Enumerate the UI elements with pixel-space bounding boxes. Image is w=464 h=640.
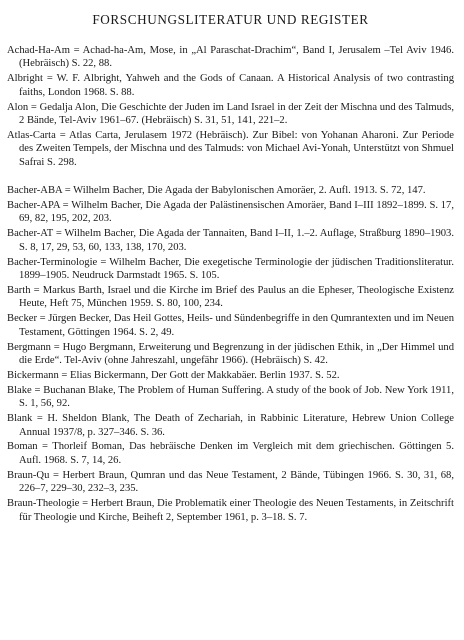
bibliography-entry: Bacher-ABA = Wilhelm Bacher, Die Agada der Babylonischen Amoräer, 2. Aufl. 1913. S. 72, 147. xyxy=(7,185,426,197)
bibliography-entry: Becker = Jürgen Becker, Das Heil Gottes, Heils- und Sündenbegriffe in den Qumrantexten und im Neuen Testament, Göttingen 1964. S. 2, 49. xyxy=(7,313,454,338)
bibliography-entry: Bacher-APA = Wilhelm Bacher, Die Agada der Palästinensischen Amoräer, Band I–III 1892–1899. S. 17, 69, 82, 195, 202, 203. xyxy=(7,200,454,225)
bibliography-entry: Albright = W. F. Albright, Yahweh and the Gods of Canaan. A Historical Analysis of two contrasting faiths, London 1968. S. 88. xyxy=(7,73,454,98)
running-header: FORSCHUNGSLITERATUR UND REGISTER xyxy=(92,12,369,27)
bibliography-entry: Achad-Ha-Am = Achad-ha-Am, Mose, in „Al Paraschat-Drachim“, Band I, Jerusalem –Tel Aviv 1946. (Hebräisch) S. 22, 88. xyxy=(7,45,454,70)
bibliography-entry: Braun-Qu = Herbert Braun, Qumran und das Neue Testament, 2 Bände, Tübingen 1966. S. 30, 31, 68, 226–7, 229–30, 232–3, 235. xyxy=(7,469,454,495)
bibliography-entry: Atlas-Carta = Atlas Carta, Jerulasem 1972 (Hebräisch). Zur Bibel: von Yohanan Aharoni. Zur Periode des Zweiten Tempels, der Mischna und des Talmuds: von Michael Avi-Yonah, Unterstützt von Shmuel Safrai S. 298. xyxy=(7,129,454,168)
bibliography-entry: Blank = H. Sheldon Blank, The Death of Zechariah, in Rabbinic Literature, Hebrew Union College Annual 1937/8, p. 327–346. S. 36. xyxy=(7,413,454,438)
bibliography-entry: Blake = Buchanan Blake, The Problem of Human Suffering. A study of the book of Job. New York 1911, S. 1, 56, 92. xyxy=(7,384,454,410)
bibliography-entry: Bacher-AT = Wilhelm Bacher, Die Agada der Tannaiten, Band I–II, 1.–2. Auflage, Straßburg 1890–1903. S. 8, 17, 29, 53, 60, 133, 138, 170, 203. xyxy=(7,228,454,253)
bibliography-entry: Barth = Markus Barth, Israel und die Kirche im Brief des Paulus an die Epheser, Theologische Existenz Heute, Heft 75, München 1959. S. 80, 100, 234. xyxy=(7,285,454,310)
bibliography-entry: Bacher-Terminologie = Wilhelm Bacher, Die exegetische Terminologie der jüdischen Traditionsliteratur. 1899–1905. Neudruck Darmstadt 1965. S. 105. xyxy=(7,256,454,282)
bibliography-list xyxy=(7,44,454,524)
bibliography-entry: Bickermann = Elias Bickermann, Der Gott der Makkabäer. Berlin 1937. S. 52. xyxy=(7,369,340,381)
bibliography-entry: Bergmann = Hugo Bergmann, Erweiterung und Begrenzung in der jüdischen Ethik, in „Der Himmel und die Erde“. Tel-Aviv (ohne Jahreszahl, ungefähr 1966). (Hebräisch) S. 42. xyxy=(7,341,454,367)
bibliography-entry: Braun-Theologie = Herbert Braun, Die Problematik einer Theologie des Neuen Testaments, in Zeitschrift für Theologie und Kirche, Beiheft 2, September 1961, p. 3–18. S. 7. xyxy=(7,498,454,523)
bibliography-entry: Boman = Thorleif Boman, Das hebräische Denken im Vergleich mit dem griechischen. Göttingen 5. Aufl. 1968. S. 7, 14, 26. xyxy=(7,441,454,466)
bibliography-entry: Alon = Gedalja Alon, Die Geschichte der Juden im Land Israel in der Zeit der Mischna und des Talmuds, 2 Bände, Tel-Aviv 1961–67. (Hebräisch) S. 31, 51, 141, 221–2. xyxy=(7,101,454,127)
